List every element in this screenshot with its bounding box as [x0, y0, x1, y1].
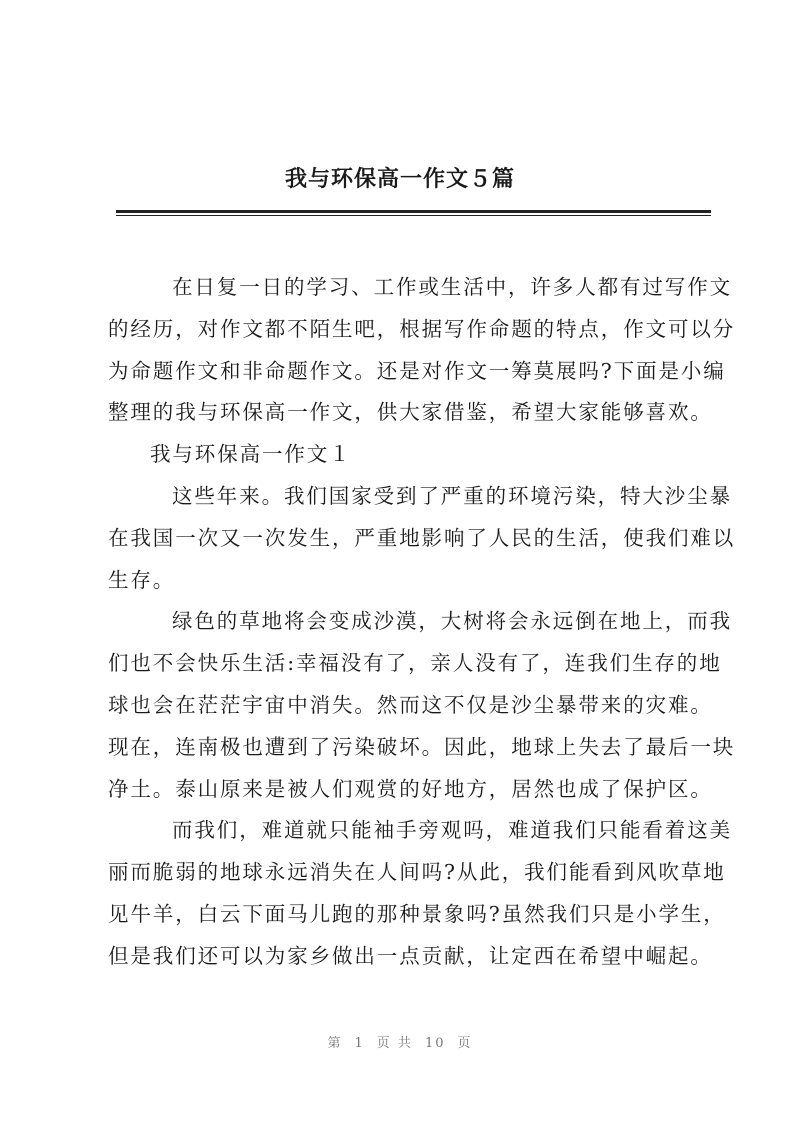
paragraph-line: 在我国一次又一次发生，严重地影响了人民的生活，使我们难以 [108, 525, 736, 550]
paragraph-line: 但是我们还可以为家乡做出一点贡献，让定西在希望中崛起。 [108, 943, 713, 968]
paragraph-line: 整理的我与环保高一作文，供大家借鉴，希望大家能够喜欢。 [108, 400, 713, 425]
paragraph-line: 这些年来。我们国家受到了严重的环境污染，特大沙尘暴 [172, 483, 732, 508]
paragraph-line: 丽而脆弱的地球永远消失在人间吗?从此，我们能看到风吹草地 [108, 860, 726, 885]
document-body [108, 267, 736, 978]
paragraph-line: 绿色的草地将会变成沙漠，大树将会永远倒在地上，而我 [172, 609, 732, 634]
paragraph-line: 见牛羊，白云下面马儿跑的那种景象吗?虽然我们只是小学生， [108, 901, 726, 926]
footer-total-pages: 10 [424, 1036, 446, 1051]
title-divider [116, 210, 711, 213]
paragraph-line: 为命题作文和非命题作文。还是对作文一筹莫展吗?下面是小编 [108, 358, 726, 383]
title-divider-thin [116, 215, 711, 216]
paragraph-line: 现在，连南极也遭到了污染破坏。因此，地球上失去了最后一块 [108, 734, 736, 759]
footer-label-pages: 页 [457, 1036, 473, 1051]
paragraph-line: 球也会在茫茫宇宙中消失。然而这不仅是沙尘暴带来的灾难。 [108, 692, 713, 717]
paragraph-line: 净土。泰山原来是被人们观赏的好地方，居然也成了保护区。 [108, 776, 713, 801]
page-footer [0, 1032, 800, 1051]
paragraph-line: 的经历，对作文都不陌生吧，根据写作命题的特点，作文可以分 [108, 316, 736, 341]
paragraph-line: 在日复一日的学习、工作或生活中，许多人都有过写作文 [172, 275, 732, 299]
paragraph-line: 们也不会快乐生活:幸福没有了，亲人没有了，连我们生存的地 [108, 651, 722, 676]
section-heading: 我与环保高一作文１ [150, 442, 352, 467]
document-title: 我与环保高一作文５篇 [284, 166, 515, 192]
footer-current-page: 1 [354, 1036, 365, 1051]
paragraph-line: 生存。 [108, 567, 176, 592]
footer-label-of: 页 共 [376, 1036, 413, 1051]
footer-label-page: 第 [327, 1036, 343, 1051]
paragraph-line: 而我们，难道就只能袖手旁观吗，难道我们只能看着这美 [172, 818, 732, 843]
